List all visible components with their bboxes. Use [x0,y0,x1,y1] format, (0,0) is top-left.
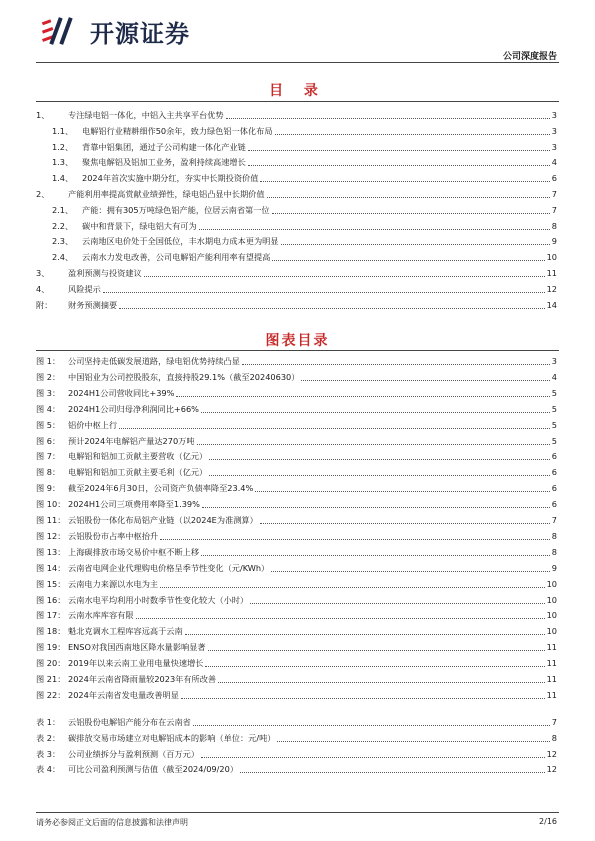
entry-number: 1.1、 [52,125,74,136]
entry-title: 云铝股份市占率中枢抬升 [68,530,159,541]
company-name: 开源证券 [90,20,190,48]
entry-page-number: 7 [551,189,557,199]
figure-entry[interactable] [36,385,557,399]
entry-title: 2024年云南省降雨量较2023年有所改善 [68,674,217,684]
dot-leader [301,380,549,381]
entry-title: 上海碳排放市场交易价中枢不断上移 [68,546,200,557]
entry-page-number: 6 [551,467,557,478]
entry-number: 4、 [36,283,50,294]
entry-title: ENSO对我国西南地区降水量影响显著 [68,642,206,653]
entry-title: 云南地区电价处于全国低位，丰水期电力成本更为明显 [82,236,279,247]
entry-number: 图 5： [36,419,61,430]
entry-number: 图 15： [36,578,66,589]
dot-leader [160,539,550,540]
entry-number: 1.4、 [52,173,74,184]
figure-entry[interactable] [36,401,557,415]
dot-leader [255,491,549,492]
entry-page-number: 10 [546,594,557,605]
toc-entry[interactable] [52,233,557,247]
toc-entry[interactable] [36,297,557,311]
toc-entry[interactable] [52,154,557,168]
entry-number: 图 4： [36,403,61,414]
dot-leader [205,666,544,667]
dot-leader [242,364,550,365]
dot-leader [209,459,550,460]
toc-entry[interactable] [52,202,557,216]
entry-title: 云铝股份电解铝产能分布在云南省 [68,717,191,727]
figure-entry[interactable] [36,464,557,478]
figure-entry[interactable] [36,480,557,494]
entry-number: 图 17： [36,610,66,621]
entry-title: 云南水电平均利用小时数季节性变化较大（小时） [68,594,249,605]
entry-page-number: 7 [551,515,557,525]
entry-number: 表 2： [36,732,61,743]
figure-entry[interactable] [36,560,557,574]
entry-page-number: 14 [546,299,557,310]
entry-page-number: 5 [551,403,557,414]
dot-leader [202,507,550,508]
entry-number: 图 21： [36,674,66,684]
entry-title: 截至2024年6月30日，公司资产负债率降至23.4% [68,483,254,494]
entry-number: 图 2： [36,371,61,382]
entry-title: 碳中和背景下，绿电铝大有可为 [82,220,197,231]
entry-title: 盈利预测与投资建议 [68,268,142,278]
entry-page-number: 12 [546,764,557,775]
toc-entry[interactable] [52,139,557,153]
entry-page-number: 4 [551,371,557,382]
dot-leader [176,396,549,397]
entry-page-number: 12 [546,748,557,759]
dot-leader [250,603,544,604]
entry-page-number: 10 [546,252,557,263]
entry-page-number: 11 [546,642,557,653]
entry-page-number: 3 [551,110,557,120]
entry-number: 附： [36,299,53,310]
dot-leader [144,276,545,277]
entry-title: 背靠中铝集团，通过子公司构建一体化产业链 [82,141,246,152]
entry-number: 图 20： [36,658,66,669]
entry-number: 2.4、 [52,252,74,263]
dot-leader [218,682,544,683]
dot-leader [277,741,549,742]
entry-page-number: 8 [551,530,557,541]
entry-number: 3、 [36,268,50,278]
entry-title: 魁北克调水工程库容远高于云南 [68,626,183,637]
entry-number: 表 1： [36,717,61,727]
figure-entry[interactable] [36,512,557,526]
toc-title: 目 录 [269,83,326,99]
entry-title: 2024年云南省发电量改善明显 [68,689,179,700]
entry-number: 表 4： [36,764,61,775]
document-type-label: 公司深度报告 [502,52,557,62]
entry-number: 2.2、 [52,220,74,231]
entry-page-number: 3 [551,125,557,136]
dot-leader [136,618,545,619]
toc-entry[interactable] [52,123,557,137]
dot-leader [119,308,544,309]
entry-title: 铝价中枢上行 [68,419,118,430]
entry-title: 2024H1公司营收同比+39% [68,387,175,398]
entry-title: 专注绿电铝一体化，中铝入主共享平台优势 [68,110,224,120]
entry-number: 图 19： [36,642,66,653]
figure-entry[interactable] [36,730,557,744]
entry-page-number: 9 [551,236,557,247]
entry-title: 云铝股份一体化布局铝产业链（以2024E为准测算） [68,515,258,525]
figure-entry[interactable] [36,544,557,558]
entry-number: 表 3： [36,748,61,759]
figure-entry[interactable] [36,671,557,685]
figure-entry[interactable] [36,417,557,431]
dot-leader [160,587,545,588]
figure-entry[interactable] [36,576,557,590]
entry-page-number: 3 [551,356,557,366]
entry-page-number: 11 [546,658,557,669]
entry-number: 图 7： [36,451,61,462]
entry-page-number: 11 [546,674,557,684]
toc-entry[interactable] [52,249,557,263]
entry-page-number: 8 [551,546,557,557]
entry-page-number: 10 [546,578,557,589]
figure-entry[interactable] [36,528,557,542]
entry-number: 图 12： [36,530,66,541]
entry-number: 图 10： [36,499,66,510]
entry-title: 电解铝和铝加工贡献主要毛利（亿元） [68,467,208,478]
dot-leader [260,523,550,524]
entry-page-number: 4 [551,157,557,168]
dot-leader [185,634,545,635]
toc-entry[interactable] [52,170,557,184]
dot-leader [201,412,550,413]
figure-entry[interactable] [36,746,557,760]
entry-number: 1.3、 [52,157,74,168]
entry-page-number: 7 [551,717,557,727]
entry-number: 2、 [36,189,50,199]
entry-number: 图 6： [36,435,61,446]
entry-number: 图 8： [36,467,61,478]
toc-entry[interactable] [36,186,557,200]
entry-page-number: 6 [551,483,557,494]
entry-number: 图 13： [36,546,66,557]
dot-leader [260,181,549,182]
entry-title: 电解铝行业精耕细作50余年，致力绿色铝一体化布局 [82,125,273,136]
dot-leader [209,475,550,476]
figure-entry[interactable] [36,592,557,606]
entry-title: 云南电力来源以水电为主 [68,578,159,589]
toc-title-divider [36,101,559,102]
entry-title: 云南省电网企业代理购电价格呈季节性变化（元/KWh） [68,562,270,573]
dot-leader [201,555,550,556]
dot-leader [275,134,550,135]
dot-leader [281,244,550,245]
figures-title-divider [36,350,559,351]
figure-entry[interactable] [36,623,557,637]
toc-entry[interactable] [36,107,557,121]
footer-divider [36,812,559,813]
entry-page-number: 11 [546,689,557,700]
entry-title: 公司业绩拆分与盈利预测（百万元） [68,748,200,759]
entry-page-number: 10 [546,626,557,637]
figure-entry[interactable] [36,448,557,462]
dot-leader [199,229,550,230]
entry-title: 云南水力发电改善，公司电解铝产能利用率有望提高 [82,252,271,263]
dot-leader [267,197,550,198]
entry-title: 电解铝和铝加工贡献主要营收（亿元） [68,451,208,462]
dot-leader [103,292,545,293]
figure-entry[interactable] [36,639,557,653]
entry-page-number: 6 [551,173,557,184]
figure-entry[interactable] [36,496,557,510]
dot-leader [119,428,550,429]
entry-number: 1.2、 [52,141,74,152]
dot-leader [240,772,545,773]
entry-page-number: 5 [551,387,557,398]
company-logo [40,14,190,49]
entry-title: 公司坚持走低碳发展道路，绿电铝优势持续凸显 [68,356,240,366]
dot-leader [197,444,550,445]
figure-entry[interactable] [36,655,557,669]
entry-title: 风险提示 [68,283,101,294]
entry-title: 2024年首次实施中期分红，夯实中长期投资价值 [82,173,259,184]
entry-page-number: 3 [551,141,557,152]
dot-leader [226,118,550,119]
footer-disclaimer: 请务必参阅正文后面的信息披露和法律声明 [36,818,188,827]
entry-number: 2.1、 [52,204,74,215]
entry-number: 图 11： [36,515,66,525]
entry-number: 图 9： [36,483,61,494]
dot-leader [201,757,545,758]
entry-title: 2024H1公司归母净利润同比+66% [68,403,199,414]
entry-title: 财务预测摘要 [68,299,118,310]
entry-title: 2024H1公司三项费用率降至1.39% [68,499,200,510]
entry-title: 预计2024年电解铝产量达270万吨 [68,435,195,446]
toc-entry[interactable] [36,265,557,279]
dot-leader [181,698,545,699]
page-number: 2/16 [539,817,557,826]
entry-title: 可比公司盈利预测与估值（截至2024/09/20） [68,764,239,775]
entry-number: 图 22： [36,689,66,700]
toc-entry[interactable] [36,281,557,295]
figures-title: 图表目录 [265,333,330,349]
entry-title: 中国铝业为公司控股股东，直接持股29.1%（截至20240630） [68,371,300,382]
dot-leader [272,260,544,261]
figure-entry[interactable] [36,607,557,621]
entry-page-number: 5 [551,419,557,430]
dot-leader [248,165,550,166]
dot-leader [248,150,550,151]
figure-entry[interactable] [36,353,557,367]
figure-entry[interactable] [36,687,557,701]
entry-number: 图 1： [36,356,61,366]
figure-entry[interactable] [36,369,557,383]
entry-page-number: 9 [551,562,557,573]
entry-page-number: 8 [551,220,557,231]
entry-number: 图 18： [36,626,66,637]
logo-mark-icon [40,15,84,49]
dot-leader [208,650,545,651]
toc-entry[interactable] [52,218,557,232]
entry-title: 碳排放交易市场建立对电解铝成本的影响（单位：元/吨） [68,732,276,743]
page-header [0,0,595,60]
dot-leader [272,213,550,214]
entry-title: 2019年以来云南工业用电量快速增长 [68,658,204,669]
dot-leader [271,571,550,572]
entry-number: 图 16： [36,594,66,605]
entry-page-number: 7 [551,204,557,215]
entry-title: 产能利用率提高赏献业绩弹性，绿电铝凸显中长期价值 [68,189,265,199]
entry-number: 1、 [36,110,50,120]
entry-page-number: 11 [546,268,557,278]
entry-page-number: 10 [546,610,557,621]
figure-entry[interactable] [36,761,557,775]
entry-page-number: 6 [551,499,557,510]
entry-page-number: 12 [546,283,557,294]
dot-leader [193,725,550,726]
entry-number: 图 14： [36,562,66,573]
entry-page-number: 5 [551,435,557,446]
header-divider [36,62,559,63]
entry-number: 2.3、 [52,236,74,247]
entry-number: 图 3： [36,387,61,398]
figure-entry[interactable] [36,714,557,728]
entry-page-number: 8 [551,732,557,743]
entry-title: 产能：拥有305万吨绿色铝产能，位居云南省第一位 [82,204,270,215]
entry-page-number: 6 [551,451,557,462]
figure-entry[interactable] [36,433,557,447]
entry-title: 聚焦电解铝及铝加工业务，盈利持续高速增长 [82,157,246,168]
entry-title: 云南水库库容有限 [68,610,134,621]
